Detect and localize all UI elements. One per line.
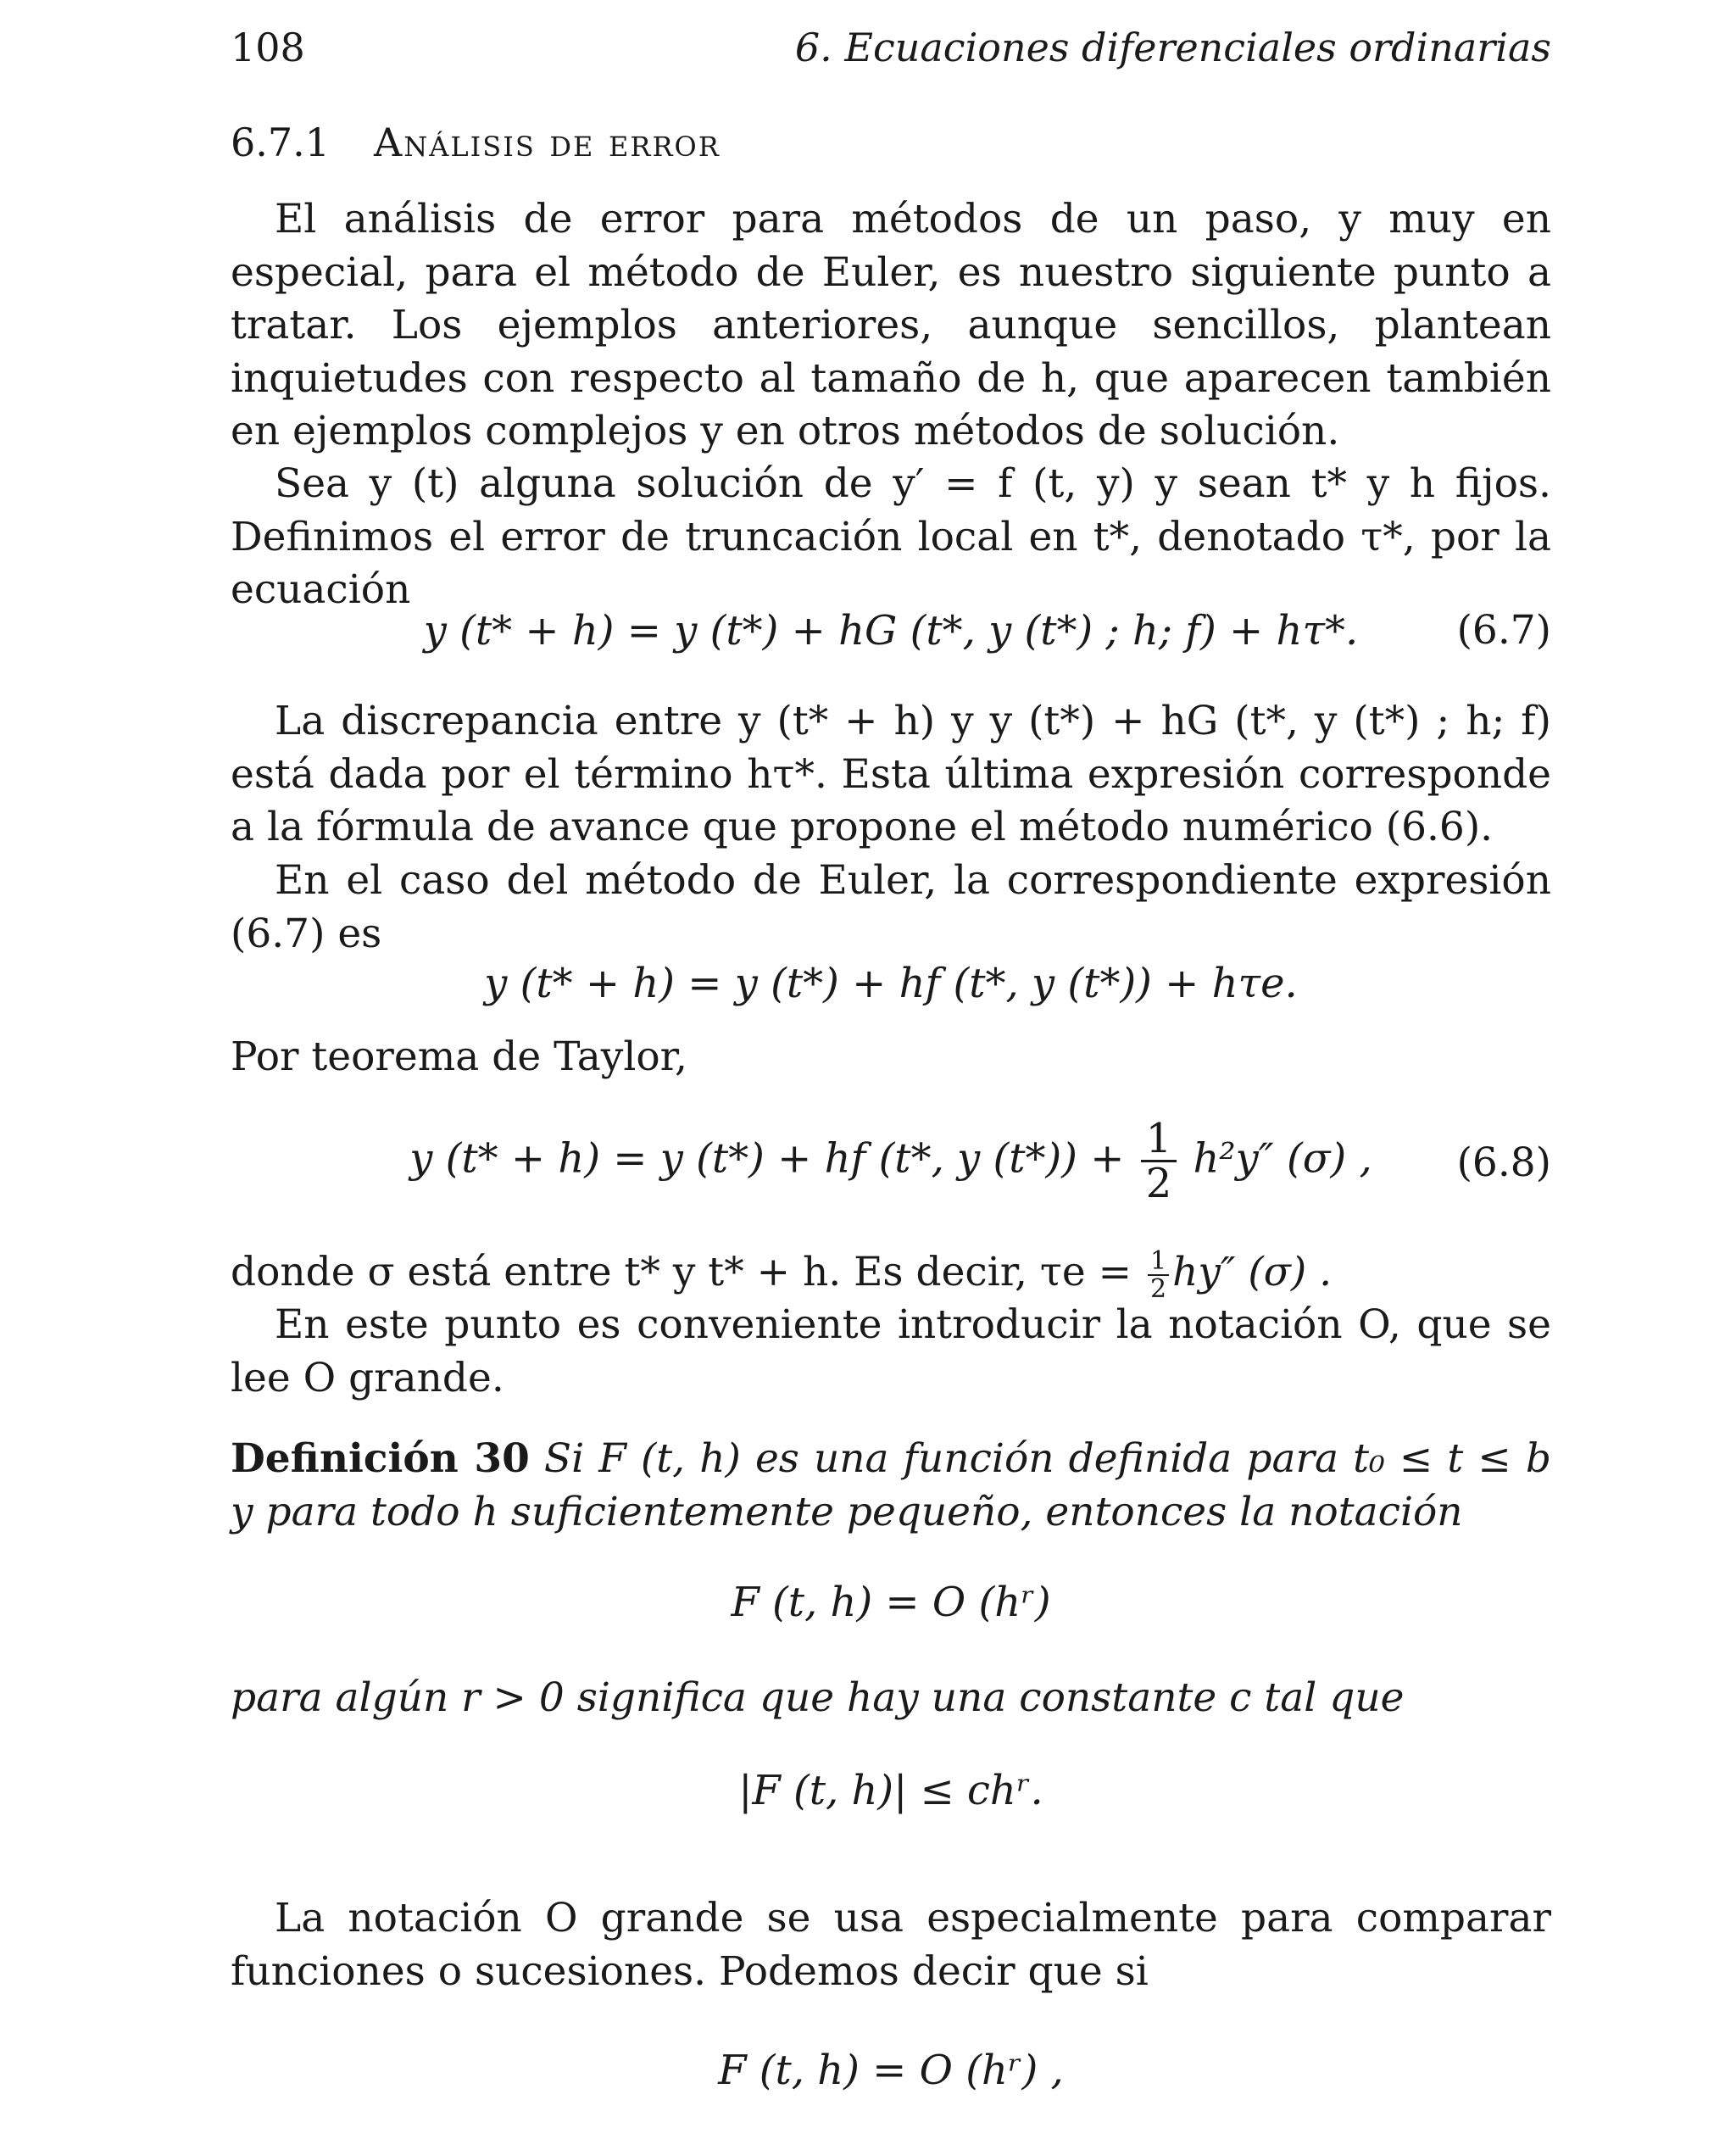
definition-equation-big-o-body: F (t, h) = O (hʳ) (731, 1579, 1051, 1626)
paragraph-taylor: Por teorema de Taylor, (231, 1033, 687, 1080)
definition-text-constant: para algún r > 0 significa que hay una constante c tal que (231, 1674, 1405, 1721)
section-number: 6.7.1 (231, 120, 331, 165)
page-number: 108 (231, 25, 305, 70)
equation-6-8-left: y (t* + h) = y (t*) + hf (t*, y (t*)) + (409, 1134, 1125, 1183)
equation-6-7 (231, 604, 1551, 658)
paragraph-intro: El análisis de error para métodos de un paso, y muy en especial, para el método de Euler, es nuestro siguiente punto a tratar. Los ejemplos anteriores, aunque sencillos, plantean inquietudes con respecto al tamaño de h, que aparecen también en ejemplos complejos y en otros métodos de solución. (231, 196, 1551, 454)
equation-6-8-tag: (6.8) (1456, 1139, 1551, 1186)
fraction-denominator: 2 (1150, 1274, 1167, 1304)
equation-euler (231, 956, 1551, 1011)
definition-equation-bound (231, 1763, 1551, 1818)
fraction-numerator: 1 (1141, 1117, 1177, 1162)
fraction-denominator: 2 (1145, 1160, 1172, 1208)
paragraph-truncation-definition: Sea y (t) alguna solución de y′ = f (t, y) y sean t* y h fijos. Definimos el error de truncación local en t*, denotado τ*, por la ecuación (231, 460, 1551, 613)
definition-label: Definición 30 (231, 1435, 530, 1482)
paragraph-big-o-usage: La notación O grande se usa especialmente para comparar funciones o sucesiones. Podemos decir que si (231, 1895, 1551, 1995)
equation-last-body: F (t, h) = O (hʳ) , (718, 2047, 1064, 2094)
equation-euler-body: y (t* + h) = y (t*) + hf (t*, y (t*)) + hτe. (484, 960, 1298, 1007)
fraction-numerator: 1 (1148, 1248, 1169, 1277)
equation-6-7-body: y (t* + h) = y (t*) + hG (t*, y (t*) ; h; f) + hτ*. (423, 607, 1359, 655)
sigma-expression: hy″ (σ) . (1172, 1249, 1333, 1295)
section-title: Análisis de error (374, 120, 721, 165)
section-heading (231, 119, 721, 166)
equation-6-8-right: h²y″ (σ) , (1193, 1134, 1372, 1183)
paragraph-sigma (231, 1246, 1551, 1303)
definition-text: Si F (t, h) es una función definida para t₀ ≤ t ≤ b y para todo h suficientemente pequeño, entonces la notación (231, 1435, 1551, 1535)
equation-6-7-tag: (6.7) (1456, 607, 1551, 654)
fraction-one-half-inline (1148, 1245, 1169, 1304)
equation-last (231, 2043, 1551, 2097)
fraction-one-half (1141, 1117, 1177, 1206)
equation-6-8 (231, 1117, 1551, 1206)
definition-30 (231, 1433, 1551, 1539)
paragraph-euler-case: En el caso del método de Euler, la correspondiente expresión (6.7) es (231, 857, 1551, 957)
definition-equation-big-o (231, 1575, 1551, 1629)
running-header: 6. Ecuaciones diferenciales ordinarias (794, 25, 1551, 70)
paragraph-big-o-intro: En este punto es conveniente introducir la notación O, que se lee O grande. (231, 1301, 1551, 1401)
paragraph-discrepancy: La discrepancia entre y (t* + h) y y (t*) + hG (t*, y (t*) ; h; f) está dada por el término hτ*. Esta última expresión corresponde a la fórmula de avance que propone el método numérico (6.6). (231, 698, 1551, 850)
sigma-text: donde σ está entre t* y t* + h. Es decir, τe = (231, 1249, 1132, 1295)
definition-equation-bound-body: |F (t, h)| ≤ chʳ. (738, 1767, 1043, 1814)
